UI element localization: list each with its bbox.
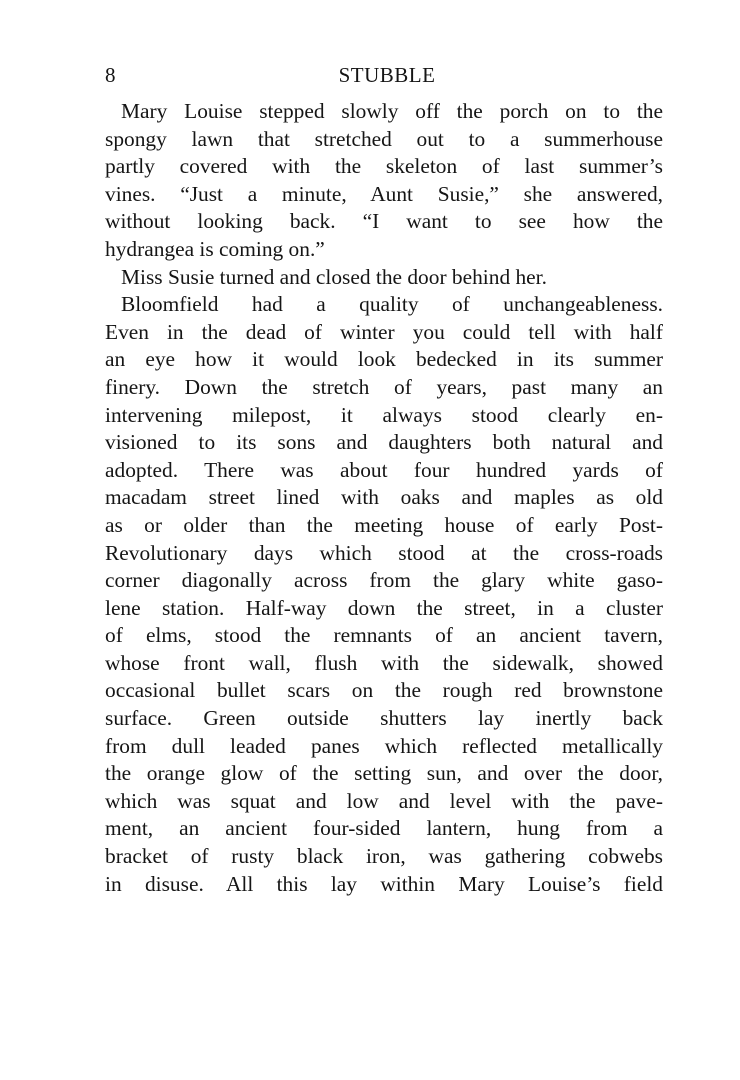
text-line-content: corner diagonally across from the glary white gaso-	[105, 568, 663, 593]
text-line	[105, 512, 663, 540]
text-line-content: hydrangea is coming on.”	[105, 236, 325, 261]
text-line-content: the orange glow of the setting sun, and over the door,	[105, 761, 663, 786]
text-line	[105, 843, 663, 871]
text-line-content: adopted. There was about four hundred yards of	[105, 457, 663, 482]
book-page	[105, 58, 663, 898]
text-line	[105, 98, 663, 126]
text-line-content: occasional bullet scars on the rough red brownstone	[105, 678, 663, 703]
text-line	[105, 677, 663, 705]
text-line-content: Revolutionary days which stood at the cross-roads	[105, 540, 663, 565]
text-line	[105, 346, 663, 374]
text-line	[105, 650, 663, 678]
text-line	[105, 374, 663, 402]
text-line-content: partly covered with the skeleton of last summer’s	[105, 154, 663, 179]
text-line	[105, 788, 663, 816]
text-line	[105, 760, 663, 788]
book-title: STUBBLE	[338, 63, 436, 87]
text-line-content: from dull leaded panes which reflected metallically	[105, 733, 663, 758]
text-line	[105, 567, 663, 595]
text-line-content: lene station. Half-way down the street, in a cluster	[105, 595, 663, 620]
text-line	[105, 429, 663, 457]
text-line	[105, 484, 663, 512]
running-head	[105, 58, 663, 92]
text-line-content: macadam street lined with oaks and maples as old	[105, 485, 663, 510]
text-line	[105, 153, 663, 181]
text-line	[105, 264, 663, 292]
text-line-content: finery. Down the stretch of years, past many an	[105, 374, 663, 399]
text-line	[105, 540, 663, 568]
text-line-content: intervening milepost, it always stood clearly en-	[105, 402, 663, 427]
page-number: 8	[105, 63, 116, 87]
body-text	[105, 98, 663, 898]
text-line	[105, 126, 663, 154]
text-line	[105, 815, 663, 843]
text-line-content: of elms, stood the remnants of an ancient tavern,	[105, 623, 663, 648]
text-line-content: Mary Louise stepped slowly off the porch on to the	[121, 99, 663, 123]
text-line-content: spongy lawn that stretched out to a summerhouse	[105, 126, 663, 151]
text-line	[105, 705, 663, 733]
text-line-content: in disuse. All this lay within Mary Louise’s field	[105, 871, 663, 896]
text-line	[105, 181, 663, 209]
text-line-content: ment, an ancient four-sided lantern, hung from a	[105, 816, 663, 841]
text-line-content: surface. Green outside shutters lay inertly back	[105, 706, 663, 731]
text-line-content: vines. “Just a minute, Aunt Susie,” she answered,	[105, 181, 663, 206]
text-line	[105, 871, 663, 899]
text-line-content: an eye how it would look bedecked in its summer	[105, 347, 663, 372]
text-line-content: as or older than the meeting house of early Post-	[105, 512, 663, 537]
text-line	[105, 457, 663, 485]
text-line	[105, 319, 663, 347]
text-line	[105, 291, 663, 319]
text-line-content: visioned to its sons and daughters both natural and	[105, 430, 663, 455]
text-line-content: bracket of rusty black iron, was gathering cobwebs	[105, 844, 663, 869]
text-line-content: which was squat and low and level with the pave-	[105, 788, 663, 813]
text-line-content: Miss Susie turned and closed the door behind her.	[121, 264, 547, 289]
text-line	[105, 595, 663, 623]
text-line-content: without looking back. “I want to see how the	[105, 209, 663, 234]
text-line	[105, 622, 663, 650]
text-line	[105, 236, 663, 264]
text-line	[105, 402, 663, 430]
text-line-content: Bloomfield had a quality of unchangeableness.	[121, 292, 663, 317]
text-line	[105, 733, 663, 761]
text-line-content: Even in the dead of winter you could tell with half	[105, 319, 663, 344]
text-line-content: whose front wall, flush with the sidewalk, showed	[105, 650, 663, 675]
text-line	[105, 208, 663, 236]
